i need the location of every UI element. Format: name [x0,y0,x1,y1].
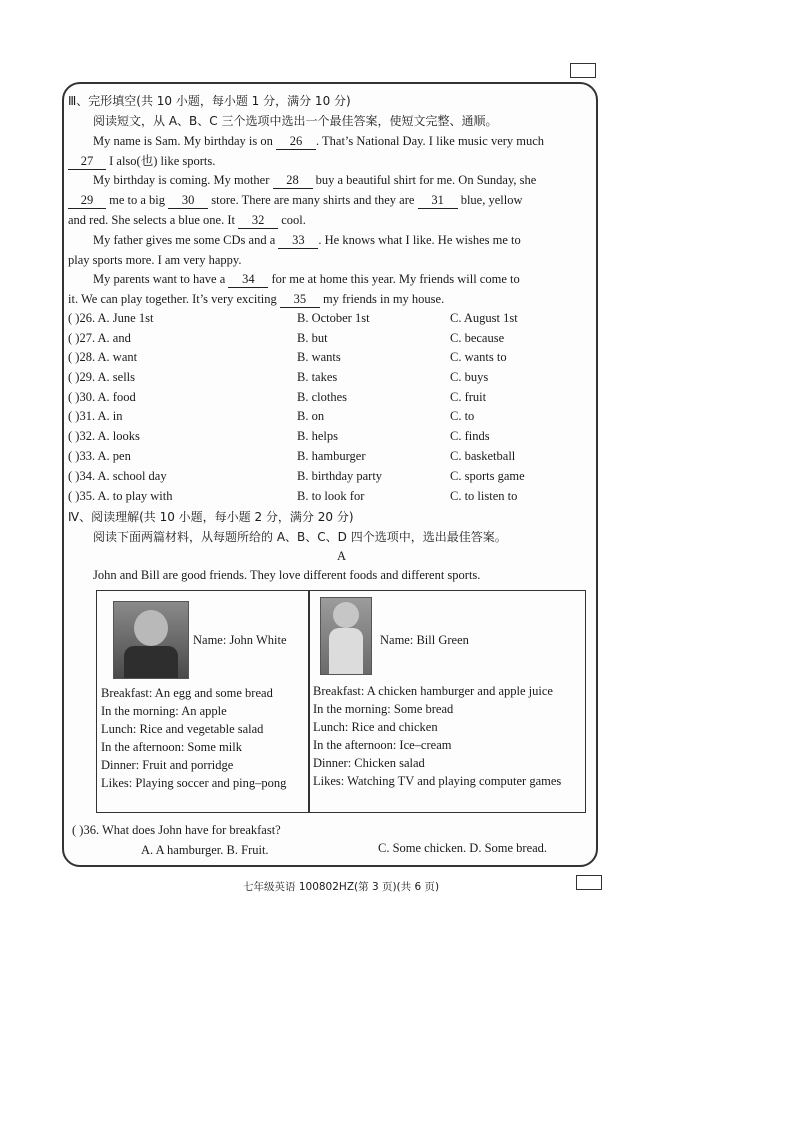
question-28-b[interactable]: B. wants [297,350,341,364]
john-afternoon: In the afternoon: Some milk [101,740,242,754]
question-36-options-cd[interactable]: C. Some chicken. D. Some bread. [378,841,548,855]
blank-30[interactable]: 30 [168,192,208,209]
section4-heading: Ⅳ、阅读理解(共 10 小题，每小题 2 分，满分 20 分) [68,510,354,524]
question-26-c[interactable]: C. August 1st [450,311,518,325]
blank-33[interactable]: 33 [278,232,318,249]
question-32-a[interactable]: ( )32. A. looks [68,429,140,443]
question-30-b[interactable]: B. clothes [297,390,347,404]
question-27-a[interactable]: ( )27. A. and [68,331,131,345]
question-28-a[interactable]: ( )28. A. want [68,350,138,364]
paragraph-1-line-2: 27 I also(也) like sports. [68,153,215,170]
question-30-c[interactable]: C. fruit [450,390,487,404]
john-morning: In the morning: An apple [101,704,227,718]
score-box-top [570,63,596,78]
question-29-c[interactable]: C. buys [450,370,489,384]
paragraph-2-line-1: My birthday is coming. My mother 28 buy a beautiful shirt for me. On Sunday, she [93,173,537,187]
table-divider [308,591,310,812]
question-31-a[interactable]: ( )31. A. in [68,409,123,423]
blank-29[interactable]: 29 [68,192,106,209]
bill-dinner: Dinner: Chicken salad [313,756,425,770]
bill-likes: Likes: Watching TV and playing computer games [313,774,562,788]
passage-label: A [337,549,347,563]
question-32-b[interactable]: B. helps [297,429,338,443]
john-breakfast: Breakfast: An egg and some bread [101,686,273,700]
bill-morning: In the morning: Some bread [313,702,454,716]
question-33-a[interactable]: ( )33. A. pen [68,449,131,463]
passage-intro: John and Bill are good friends. They love different foods and different sports. [93,568,481,582]
blank-31[interactable]: 31 [418,192,458,209]
question-35-b[interactable]: B. to look for [297,489,365,503]
question-34-b[interactable]: B. birthday party [297,469,383,483]
question-26-a[interactable]: ( )26. A. June 1st [68,311,154,325]
bill-photo [320,597,372,675]
section3-heading: Ⅲ、完形填空(共 10 小题，每小题 1 分，满分 10 分) [68,94,351,108]
john-lunch: Lunch: Rice and vegetable salad [101,722,264,736]
question-30-a[interactable]: ( )30. A. food [68,390,136,404]
section3-instruction: 阅读短文，从 A、B、C 三个选项中选出一个最佳答案，使短文完整、通顺。 [93,114,498,128]
question-27-c[interactable]: C. because [450,331,505,345]
profile-table [96,590,586,813]
question-34-c[interactable]: C. sports game [450,469,525,483]
blank-28[interactable]: 28 [273,172,313,189]
question-26-b[interactable]: B. October 1st [297,311,370,325]
question-34-a[interactable]: ( )34. A. school day [68,469,167,483]
blank-35[interactable]: 35 [280,291,320,308]
paragraph-3-line-1: My father gives me some CDs and a 33 . He knows what I like. He wishes me to [93,233,521,247]
question-27-b[interactable]: B. but [297,331,328,345]
bill-afternoon: In the afternoon: Ice–cream [313,738,452,752]
blank-34[interactable]: 34 [228,271,268,288]
bill-name: Name: Bill Green [380,633,469,647]
paragraph-4-line-2: it. We can play together. It’s very exciting 35 my friends in my house. [68,292,445,306]
john-dinner: Dinner: Fruit and porridge [101,758,234,772]
question-35-c[interactable]: C. to listen to [450,489,518,503]
paragraph-1-line-1: My name is Sam. My birthday is on 26 . That’s National Day. I like music very much [93,134,545,148]
section4-instruction: 阅读下面两篇材料，从每题所给的 A、B、C、D 四个选项中，选出最佳答案。 [93,530,507,544]
question-36-options-ab[interactable]: A. A hamburger. B. Fruit. [141,843,269,857]
paragraph-4-line-1: My parents want to have a 34 for me at home this year. My friends will come to [93,272,520,286]
paragraph-3-line-2: play sports more. I am very happy. [68,253,242,267]
question-33-b[interactable]: B. hamburger [297,449,366,463]
question-29-a[interactable]: ( )29. A. sells [68,370,136,384]
score-box-bottom [576,875,602,890]
question-29-b[interactable]: B. takes [297,370,338,384]
question-33-c[interactable]: C. basketball [450,449,516,463]
blank-27[interactable]: 27 [68,153,106,170]
question-28-c[interactable]: C. wants to [450,350,507,364]
question-32-c[interactable]: C. finds [450,429,490,443]
john-photo [113,601,189,679]
page-footer: 七年级英语 100802HZ(第 3 页)(共 6 页) [243,881,440,893]
question-31-c[interactable]: C. to [450,409,475,423]
blank-26[interactable]: 26 [276,133,316,150]
question-31-b[interactable]: B. on [297,409,325,423]
john-likes: Likes: Playing soccer and ping–pong [101,776,287,790]
paragraph-2-line-2: 29 me to a big 30 store. There are many shirts and they are 31 blue, yellow [68,192,522,209]
question-36[interactable]: ( )36. What does John have for breakfast? [72,823,281,837]
blank-32[interactable]: 32 [238,212,278,229]
john-name: Name: John White [193,633,287,647]
bill-breakfast: Breakfast: A chicken hamburger and apple juice [313,684,553,698]
bill-lunch: Lunch: Rice and chicken [313,720,438,734]
paragraph-2-line-3: and red. She selects a blue one. It 32 cool. [68,213,306,227]
question-35-a[interactable]: ( )35. A. to play with [68,489,173,503]
